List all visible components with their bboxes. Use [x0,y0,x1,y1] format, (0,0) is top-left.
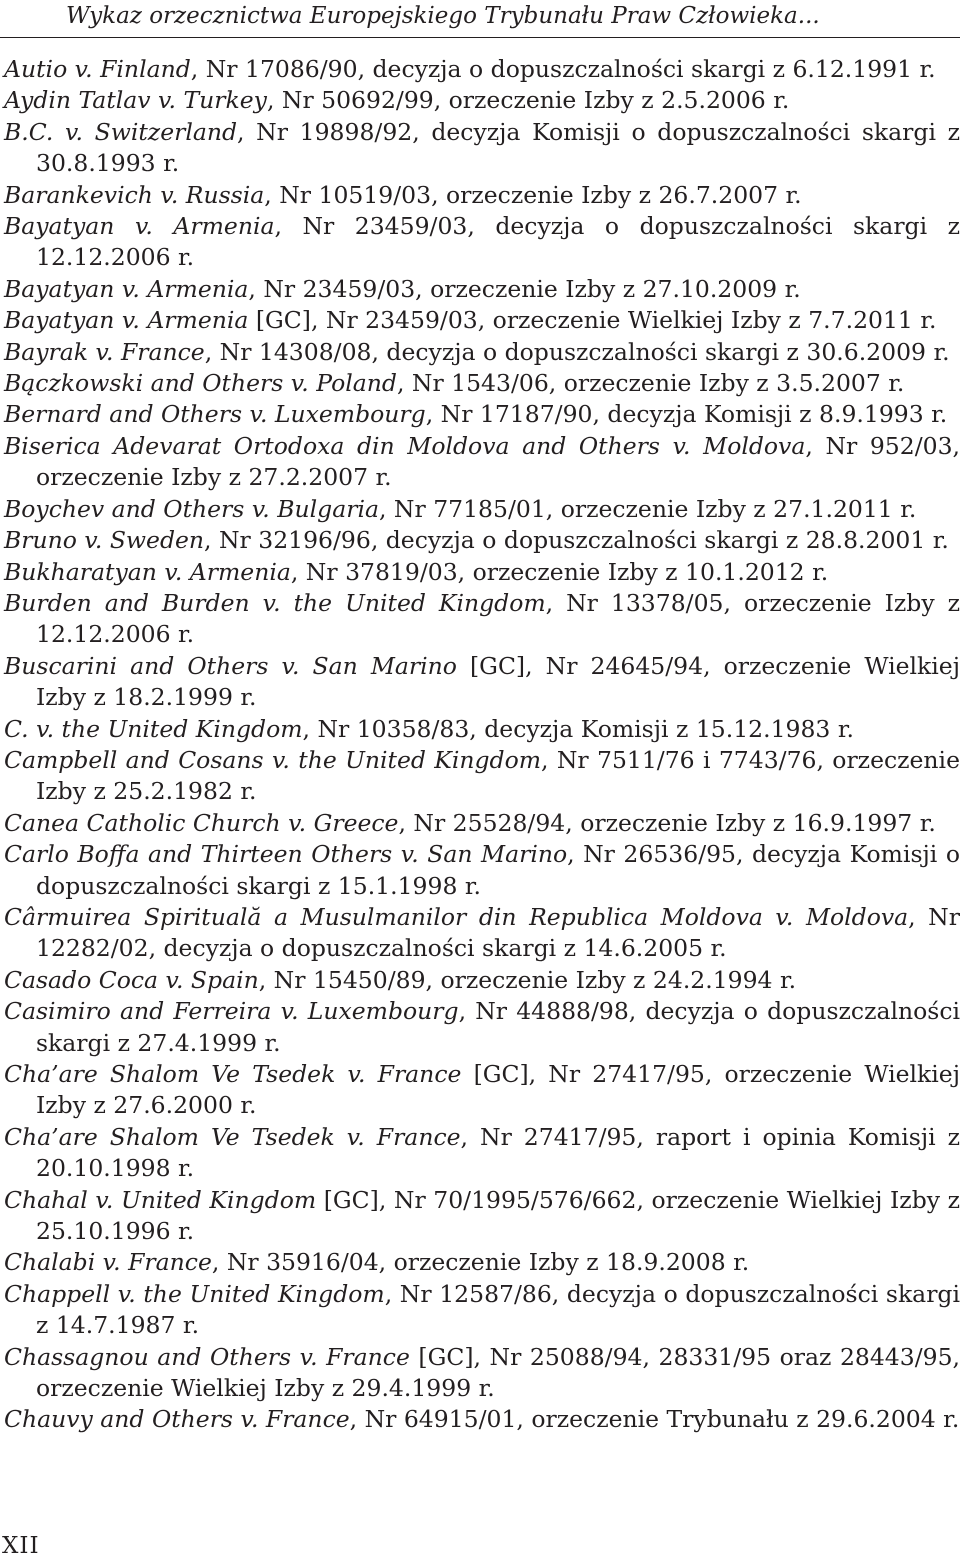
case-entry [4,1279,960,1342]
case-parties: Casado Coca v. Spain [4,965,259,994]
case-entry [4,1185,960,1248]
case-details: , Nr 1543/06, orzeczenie Izby z 3.5.2007 r. [396,369,905,398]
case-entry [4,431,960,494]
case-details: , Nr 12282/02, decyzja o dopuszczalności skargi z 14.6.2005 r. [36,902,960,963]
case-details: , Nr 15450/89, orzeczenie Izby z 24.2.1994 r. [258,965,797,994]
case-details: , Nr 64915/01, orzeczenie Trybunału z 29.6.2004 r. [349,1405,960,1434]
case-entry [4,211,960,274]
case-entry [4,117,960,180]
case-parties: C. v. the United Kingdom [4,714,303,743]
case-parties: Cârmuirea Spirituală a Musulmanilor din Republica Moldova v. Moldova [4,902,909,931]
case-entry [4,1247,960,1278]
case-details: [GC], Nr 24645/94, orzeczenie Wielkiej Izby z 18.2.1999 r. [36,651,960,712]
case-details: [GC], Nr 27417/95, orzeczenie Wielkiej Izby z 27.6.2000 r. [36,1060,960,1120]
case-details: , Nr 10358/83, decyzja Komisji z 15.12.1983 r. [302,714,854,743]
case-list [4,54,960,1436]
case-details: , Nr 50692/99, orzeczenie Izby z 2.5.2006 r. [266,86,790,115]
case-details: , Nr 44888/98, decyzja o dopuszczalności skargi z 27.4.1999 r. [36,997,960,1057]
case-parties: Bayatyan v. Armenia [4,306,249,335]
case-parties: Biserica Adevarat Ortodoxa din Moldova and Others v. Moldova [4,431,806,460]
case-parties: Cha’are Shalom Ve Tsedek v. France [4,1122,461,1151]
case-entry [4,180,960,211]
case-details: , Nr 77185/01, orzeczenie Izby z 27.1.2011 r. [378,494,917,523]
case-parties: Aydin Tatlav v. Turkey [4,86,267,115]
case-entry [4,274,960,305]
case-details: , Nr 32196/96, decyzja o dopuszczalności skargi z 28.8.2001 r. [204,526,949,555]
case-details: , Nr 17187/90, decyzja Komisji z 8.9.1993 r. [425,400,948,429]
case-parties: Chalabi v. France [4,1248,212,1277]
case-parties: Cha’are Shalom Ve Tsedek v. France [4,1060,462,1088]
case-entry [4,588,960,651]
case-entry [4,745,960,808]
case-parties: Barankevich v. Russia [4,180,265,209]
case-parties: Campbell and Cosans v. the United Kingdom [4,745,542,774]
case-details: , Nr 13378/05, orzeczenie Izby z 12.12.2006 r. [36,588,960,649]
case-details: , Nr 19898/92, decyzja Komisji o dopuszczalności skargi z 30.8.1993 r. [36,117,960,178]
case-parties: Canea Catholic Church v. Greece [4,808,399,837]
case-parties: Boychev and Others v. Bulgaria [4,494,379,523]
case-details: , Nr 17086/90, decyzja o dopuszczalności skargi z 6.12.1991 r. [190,55,936,83]
case-parties: Chahal v. United Kingdom [4,1185,317,1214]
case-details: [GC], Nr 70/1995/576/662, orzeczenie Wielkiej Izby z 25.10.1996 r. [36,1185,960,1246]
case-parties: Autio v. Finland [4,55,191,83]
case-parties: Bayatyan v. Armenia [4,274,249,303]
case-details: [GC], Nr 23459/03, orzeczenie Wielkiej Izby z 7.7.2011 r. [248,306,937,335]
case-details: , Nr 27417/95, raport i opinia Komisji z 20.10.1998 r. [36,1122,960,1183]
case-parties: Buscarini and Others v. San Marino [4,651,457,680]
case-entry [4,839,960,902]
case-details: , Nr 7511/76 i 7743/76, orzeczenie Izby z 25.2.1982 r. [36,745,960,806]
case-parties: Bernard and Others v. Luxembourg [4,400,426,429]
case-parties: Bączkowski and Others v. Poland [4,369,397,398]
case-entry [4,965,960,996]
case-details: , Nr 35916/04, orzeczenie Izby z 18.9.2008 r. [211,1248,750,1277]
case-details: , Nr 26536/95, decyzja Komisji o dopuszczalności skargi z 15.1.1998 r. [36,840,960,900]
case-entry [4,714,960,745]
case-parties: Bayrak v. France [4,337,205,366]
case-parties: Bukharatyan v. Armenia [4,557,291,586]
case-entry [4,399,960,430]
case-details: [GC], Nr 25088/94, 28331/95 oraz 28443/95, orzeczenie Wielkiej Izby z 29.4.1999 r. [36,1342,960,1403]
case-entry [4,1404,960,1435]
case-parties: Burden and Burden v. the United Kingdom [4,588,546,617]
case-parties: Casimiro and Ferreira v. Luxembourg [4,997,459,1026]
case-entry [4,85,960,116]
header-rule [0,37,960,38]
case-entry [4,1059,960,1122]
case-entry [4,368,960,399]
case-details: , Nr 12587/86, decyzja o dopuszczalności skargi z 14.7.1987 r. [36,1279,960,1340]
case-entry [4,902,960,965]
case-parties: Bruno v. Sweden [4,526,205,555]
case-parties: Chassagnou and Others v. France [4,1342,410,1371]
case-entry [4,996,960,1059]
case-details: , Nr 23459/03, orzeczenie Izby z 27.10.2009 r. [248,274,801,303]
running-header: Wykaz orzecznictwa Europejskiego Trybunału Praw Człowieka... [66,3,820,29]
case-entry [4,305,960,336]
case-details: , Nr 25528/94, orzeczenie Izby z 16.9.1997 r. [398,808,936,837]
case-parties: Chappell v. the United Kingdom [4,1279,385,1308]
case-parties: B.C. v. Switzerland [4,117,238,146]
case-details: , Nr 10519/03, orzeczenie Izby z 26.7.2007 r. [264,180,802,209]
case-details: , Nr 14308/08, decyzja o dopuszczalności skargi z 30.6.2009 r. [204,337,950,366]
case-entry [4,1122,960,1185]
case-parties: Chauvy and Others v. France [4,1405,350,1434]
case-entry [4,525,960,556]
case-details: , Nr 23459/03, decyzja o dopuszczalności skargi z 12.12.2006 r. [36,212,960,272]
case-entry [4,54,960,85]
case-entry [4,651,960,714]
case-entry [4,1342,960,1405]
case-details: , Nr 952/03, orzeczenie Izby z 27.2.2007 r. [36,431,960,492]
case-parties: Carlo Boffa and Thirteen Others v. San Marino [4,840,568,869]
case-entry [4,557,960,588]
case-entry [4,808,960,839]
page-number: XII [2,1533,40,1559]
case-entry [4,494,960,525]
case-details: , Nr 37819/03, orzeczenie Izby z 10.1.2012 r. [290,557,829,586]
case-entry [4,337,960,368]
case-parties: Bayatyan v. Armenia [4,212,275,241]
